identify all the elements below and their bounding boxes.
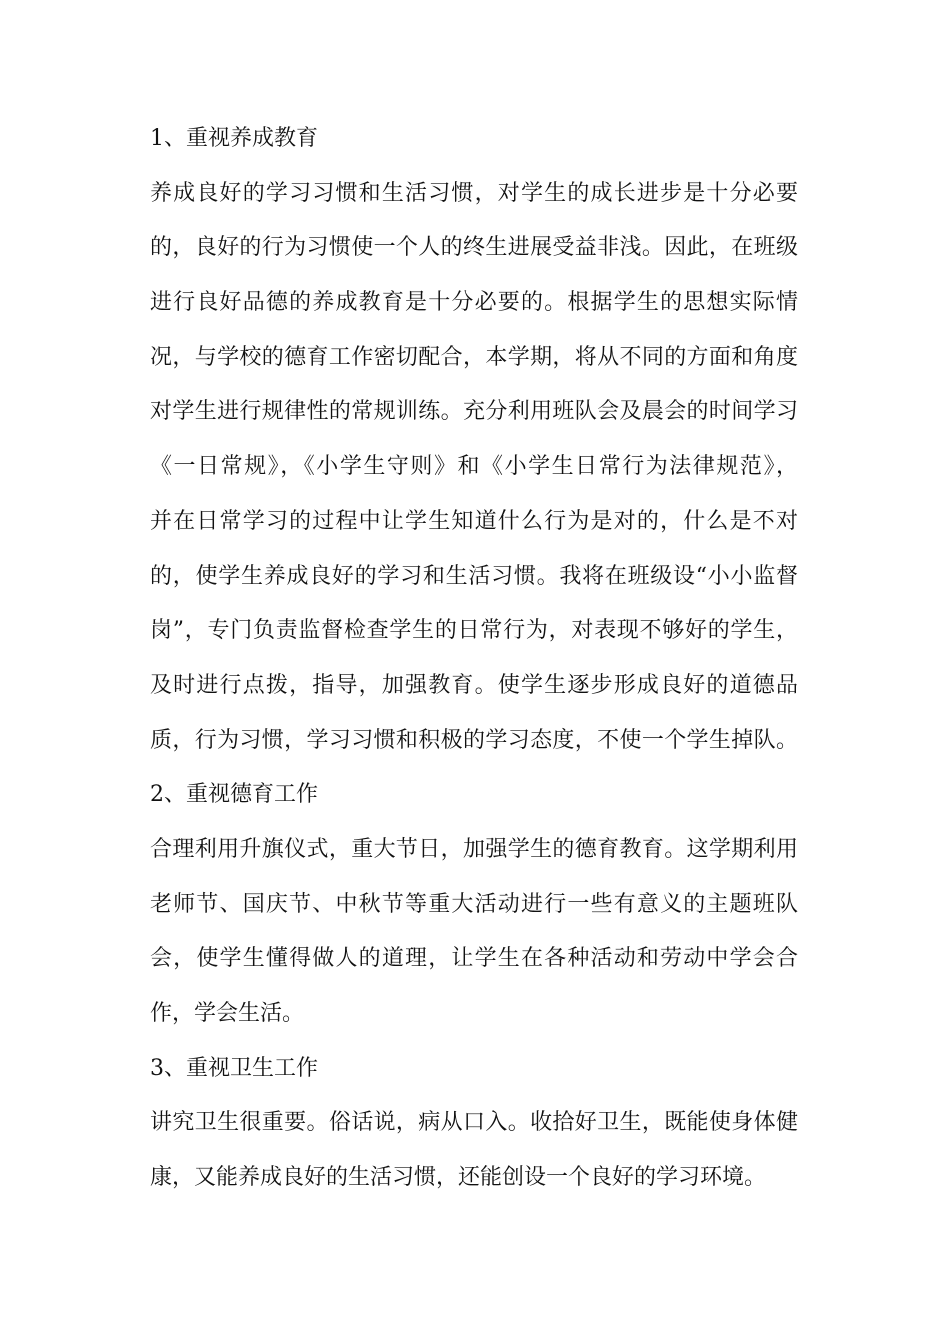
section-heading-3: 3、重视卫生工作 <box>150 1055 318 1081</box>
paragraph-line: 会，使学生懂得做人的道理，让学生在各种活动和劳动中学会合 <box>150 946 798 972</box>
paragraph-line: 的，使学生养成良好的学习和生活习惯。我将在班级设“小小监督 <box>150 563 798 589</box>
paragraph-line: 岗”，专门负责监督检查学生的日常行为，对表现不够好的学生， <box>150 618 798 644</box>
document-body <box>150 112 810 1206</box>
paragraph-line: 养成良好的学习习惯和生活习惯，对学生的成长进步是十分必要 <box>150 180 798 206</box>
paragraph-line: 及时进行点拨，指导，加强教育。使学生逐步形成良好的道德品 <box>150 672 798 698</box>
paragraph-line: 质，行为习惯，学习习惯和积极的学习态度，不使一个学生掉队。 <box>150 727 798 753</box>
paragraph-line: 老师节、国庆节、中秋节等重大活动进行一些有意义的主题班队 <box>150 891 798 917</box>
paragraph-line: 况，与学校的德育工作密切配合，本学期，将从不同的方面和角度 <box>150 344 798 370</box>
section-heading-1: 1、重视养成教育 <box>150 126 318 151</box>
paragraph-line: 合理利用升旗仪式，重大节日，加强学生的德育教育。这学期利用 <box>150 836 798 862</box>
paragraph-line: 康，又能养成良好的生活习惯，还能创设一个良好的学习环境。 <box>150 1165 767 1191</box>
paragraph-line: 并在日常学习的过程中让学生知道什么行为是对的，什么是不对 <box>150 508 798 534</box>
paragraph-line: 《一日常规》，《小学生守则》和《小学生日常行为法律规范》， <box>150 454 798 480</box>
paragraph-line: 对学生进行规律性的常规训练。充分利用班队会及晨会的时间学习 <box>150 399 798 425</box>
paragraph-line: 作，学会生活。 <box>150 1001 305 1026</box>
paragraph-line: 讲究卫生很重要。俗话说，病从口入。收拾好卫生，既能使身体健 <box>150 1110 798 1136</box>
paragraph-line: 进行良好品德的养成教育是十分必要的。根据学生的思想实际情 <box>150 290 798 316</box>
paragraph-line: 的，良好的行为习惯使一个人的终生进展受益非浅。因此，在班级 <box>150 235 798 261</box>
section-heading-2: 2、重视德育工作 <box>150 782 318 808</box>
